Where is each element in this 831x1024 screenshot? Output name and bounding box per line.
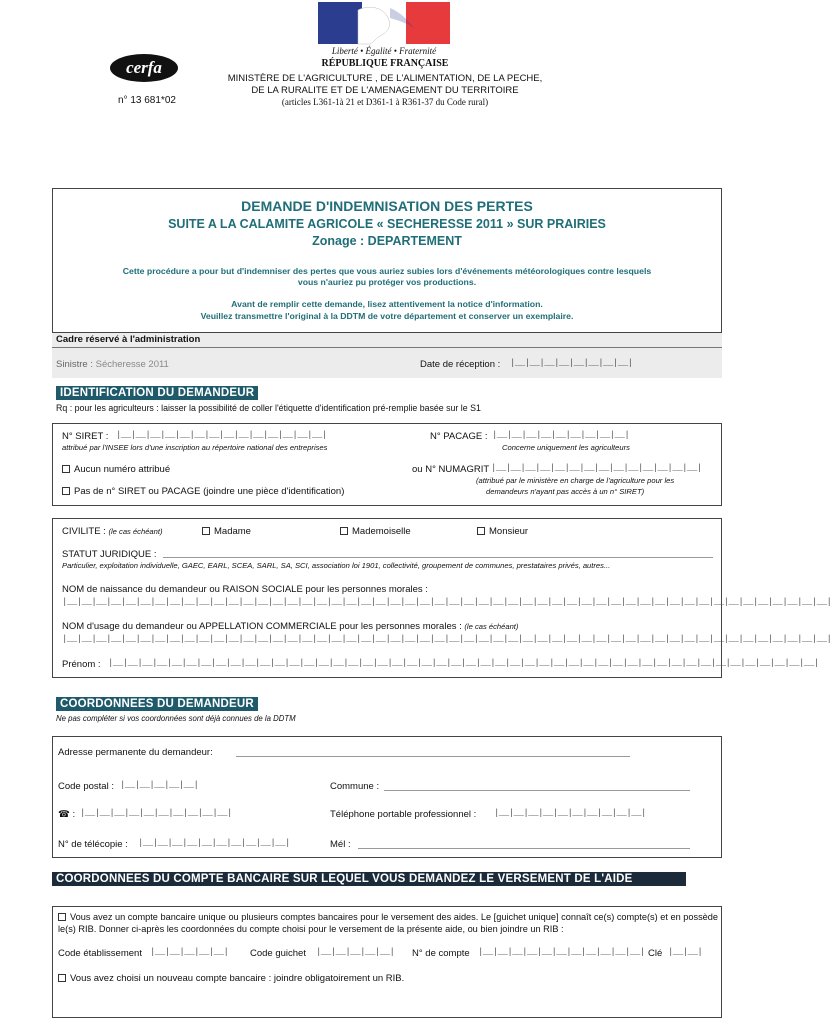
zonage: Zonage : DEPARTEMENT [312, 234, 462, 248]
nom-naissance-field[interactable]: |__|__|__|__|__|__|__|__|__|__|__|__|__|__|__|__|__|__|__|__|__|__|__|__|__|__|__|__|__|__|__|__|__|__|__|__|__|__|__|__|__|__|__|__|__|__|__|__|__|__|__|__| [62, 597, 831, 607]
nouveau-compte-checkbox[interactable] [58, 974, 66, 982]
code-guichet-label: Code guichet [250, 948, 306, 959]
code-etab-label: Code établissement [58, 948, 142, 959]
numagrit-field[interactable]: |__|__|__|__|__|__|__|__|__|__|__|__|__|__| [491, 463, 702, 473]
marianne-flag-icon [318, 2, 450, 44]
civilite-note: (le cas échéant) [108, 527, 163, 536]
phone-label-text: : [72, 809, 76, 820]
form-subtitle: SUITE A LA CALAMITE AGRICOLE « SECHERESSE 2011 » SUR PRAIRIES [168, 217, 606, 231]
bancaire-option-1-text: Vous avez un compte bancaire unique ou plusieurs comptes bancaires pour le versement des aides. Le [guichet unique] connaît ce(s) compte(s) et en possède le(s) RIB. Donner ci-après les coordonnées du compte choisi pour le versement de la présente aide, ou bien joindre un RIB : [58, 912, 718, 934]
nom-usage-field[interactable]: |__|__|__|__|__|__|__|__|__|__|__|__|__|__|__|__|__|__|__|__|__|__|__|__|__|__|__|__|__|__|__|__|__|__|__|__|__|__|__|__|__|__|__|__|__|__|__|__|__|__|__|__| [62, 634, 831, 644]
admin-header: Cadre réservé à l'administration [56, 334, 201, 345]
date-reception-label: Date de réception : [420, 359, 501, 370]
num-compte-field[interactable]: |__|__|__|__|__|__|__|__|__|__|__| [478, 947, 645, 957]
code-etab-field[interactable]: |__|__|__|__|__| [150, 947, 229, 957]
notice-line-1: Avant de remplir cette demande, lisez attentivement la notice d'information. [231, 299, 543, 309]
notice-line-2: Veuillez transmettre l'original à la DDTM de votre département et conserver un exemplaire. [200, 311, 574, 321]
numagrit-note-2: demandeurs n'ayant pas accès à un n° SIRET) [486, 487, 645, 496]
date-reception-field[interactable]: |__|__|__|__|__|__|__|__| [510, 358, 633, 368]
bancaire-option-2-text: Vous avez choisi un nouveau compte bancaire : joindre obligatoirement un RIB. [70, 973, 405, 984]
code-postal-field[interactable]: |__|__|__|__|__| [120, 780, 199, 790]
section-bancaire-title: COORDONNEES DU COMPTE BANCAIRE SUR LEQUEL VOUS DEMANDEZ LE VERSEMENT DE L'AIDE [52, 872, 686, 886]
pas-de-numero-label: Pas de n° SIRET ou PACAGE (joindre une pièce d'identification) [74, 486, 345, 497]
monsieur-option[interactable] [477, 526, 528, 537]
numagrit-note-1: (attribué par le ministère en charge de l'agriculture pour les [476, 476, 675, 485]
pacage-note: Concerne uniquement les agriculteurs [502, 443, 630, 452]
republic-name: RÉPUBLIQUE FRANÇAISE [321, 58, 449, 69]
madame-option[interactable] [202, 526, 251, 537]
cerfa-logo [110, 54, 178, 82]
nom-usage-note: (le cas échéant) [464, 622, 519, 631]
prenom-label: Prénom : [62, 659, 101, 670]
num-compte-label: N° de compte [412, 948, 470, 959]
siret-note: attribué par l'INSEE lors d'une inscription au répertoire national des entreprises [62, 443, 328, 452]
cle-label: Clé [648, 948, 663, 959]
mel-label: Mél : [330, 839, 351, 850]
identification-note: Rq : pour les agriculteurs : laisser la possibilité de coller l'étiquette d'identification pré-remplie basée sur le S1 [56, 403, 481, 413]
compte-unique-checkbox[interactable] [58, 913, 66, 921]
ministry-line-2: DE LA RURALITE ET DE L'AMENAGEMENT DU TERRITOIRE [251, 85, 519, 96]
aucun-numero-option[interactable] [62, 464, 170, 475]
pacage-field[interactable]: |__|__|__|__|__|__|__|__|__| [492, 430, 630, 440]
bancaire-option-1[interactable] [58, 911, 718, 935]
purpose-line-1: Cette procédure a pour but d'indemniser des pertes que vous auriez subies lors d'événements météorologiques contre lesquels [122, 266, 652, 276]
siret-field[interactable]: |__|__|__|__|__|__|__|__|__|__|__|__|__|__| [116, 430, 327, 440]
nom-usage-label-text: NOM d'usage du demandeur ou APPELLATION COMMERCIALE pour les personnes morales : [62, 621, 462, 632]
fax-field[interactable]: |__|__|__|__|__|__|__|__|__|__| [138, 838, 290, 848]
code-postal-label: Code postal : [58, 781, 114, 792]
pacage-label: N° PACAGE : [430, 431, 488, 442]
pas-de-numero-checkbox[interactable] [62, 487, 70, 495]
purpose-line-2: vous n'auriez pu protéger vos productions. [297, 277, 477, 287]
siret-label: N° SIRET : [62, 431, 109, 442]
phone-icon: ☎ [58, 809, 70, 820]
ministry-articles: (articles L361-1à 21 et D361-1 à R361-37 du Code rural) [281, 97, 489, 107]
statut-label: STATUT JURIDIQUE : [62, 549, 157, 560]
prenom-field[interactable]: |__|__|__|__|__|__|__|__|__|__|__|__|__|__|__|__|__|__|__|__|__|__|__|__|__|__|__|__|__|__|__|__|__|__|__|__|__|__|__|__|__|__|__|__|__|__|__|__| [108, 658, 819, 668]
ministry-line-1: MINISTÈRE DE L'AGRICULTURE , DE L'ALIMENTATION, DE LA PECHE, [227, 73, 543, 84]
mobile-field[interactable]: |__|__|__|__|__|__|__|__|__|__| [494, 808, 646, 818]
commune-input-line[interactable] [384, 790, 690, 791]
civilite-label [62, 526, 163, 537]
sinistre-value: Sécheresse 2011 [95, 359, 169, 370]
madame-label: Madame [214, 526, 251, 537]
admin-divider [52, 347, 722, 348]
monsieur-label: Monsieur [489, 526, 529, 537]
phone-field[interactable]: |__|__|__|__|__|__|__|__|__|__| [80, 808, 232, 818]
civilite-label-text: CIVILITE : [62, 526, 106, 537]
monsieur-checkbox[interactable] [477, 527, 485, 535]
cle-field[interactable]: |__|__| [668, 947, 703, 957]
adresse-label: Adresse permanente du demandeur: [58, 747, 213, 758]
coordonnees-note: Ne pas compléter si vos coordonnées sont déjà connues de la DDTM [56, 714, 296, 723]
sinistre-label [56, 359, 169, 370]
phone-label [58, 809, 75, 820]
form-number: n° 13 681*02 [118, 95, 176, 106]
code-guichet-field[interactable]: |__|__|__|__|__| [316, 947, 395, 957]
nom-naissance-label: NOM de naissance du demandeur ou RAISON SOCIALE pour les personnes morales : [62, 584, 428, 595]
motto: Liberté • Égalité • Fraternité [331, 46, 437, 56]
numagrit-label: ou N° NUMAGRIT [412, 464, 490, 475]
section-coordonnees-title: COORDONNEES DU DEMANDEUR [56, 697, 258, 711]
aucun-numero-label: Aucun numéro attribué [74, 464, 171, 475]
bancaire-option-2[interactable] [58, 973, 404, 984]
statut-input-line[interactable] [163, 557, 713, 558]
republic-logo [318, 2, 450, 44]
pas-de-numero-option[interactable] [62, 486, 344, 497]
cerfa-logo-text: cerfa [126, 58, 162, 77]
sinistre-label-text: Sinistre : [56, 359, 93, 370]
section-identification-title: IDENTIFICATION DU DEMANDEUR [56, 386, 258, 400]
mademoiselle-checkbox[interactable] [340, 527, 348, 535]
mademoiselle-label: Mademoiselle [352, 526, 411, 537]
mel-input-line[interactable] [358, 848, 690, 849]
statut-examples: Particulier, exploitation individuelle, GAEC, EARL, SCEA, SARL, SA, SCI, association loi 1901, collectivité, groupement de communes, prestataires privés, autres... [62, 561, 611, 570]
mobile-label: Téléphone portable professionnel : [330, 809, 477, 820]
mademoiselle-option[interactable] [340, 526, 411, 537]
commune-label: Commune : [330, 781, 380, 792]
aucun-numero-checkbox[interactable] [62, 465, 70, 473]
form-title: DEMANDE D'INDEMNISATION DES PERTES [241, 198, 533, 214]
fax-label: N° de télécopie : [58, 839, 128, 850]
nom-usage-label [62, 621, 518, 632]
adresse-input-line[interactable] [236, 756, 630, 757]
madame-checkbox[interactable] [202, 527, 210, 535]
